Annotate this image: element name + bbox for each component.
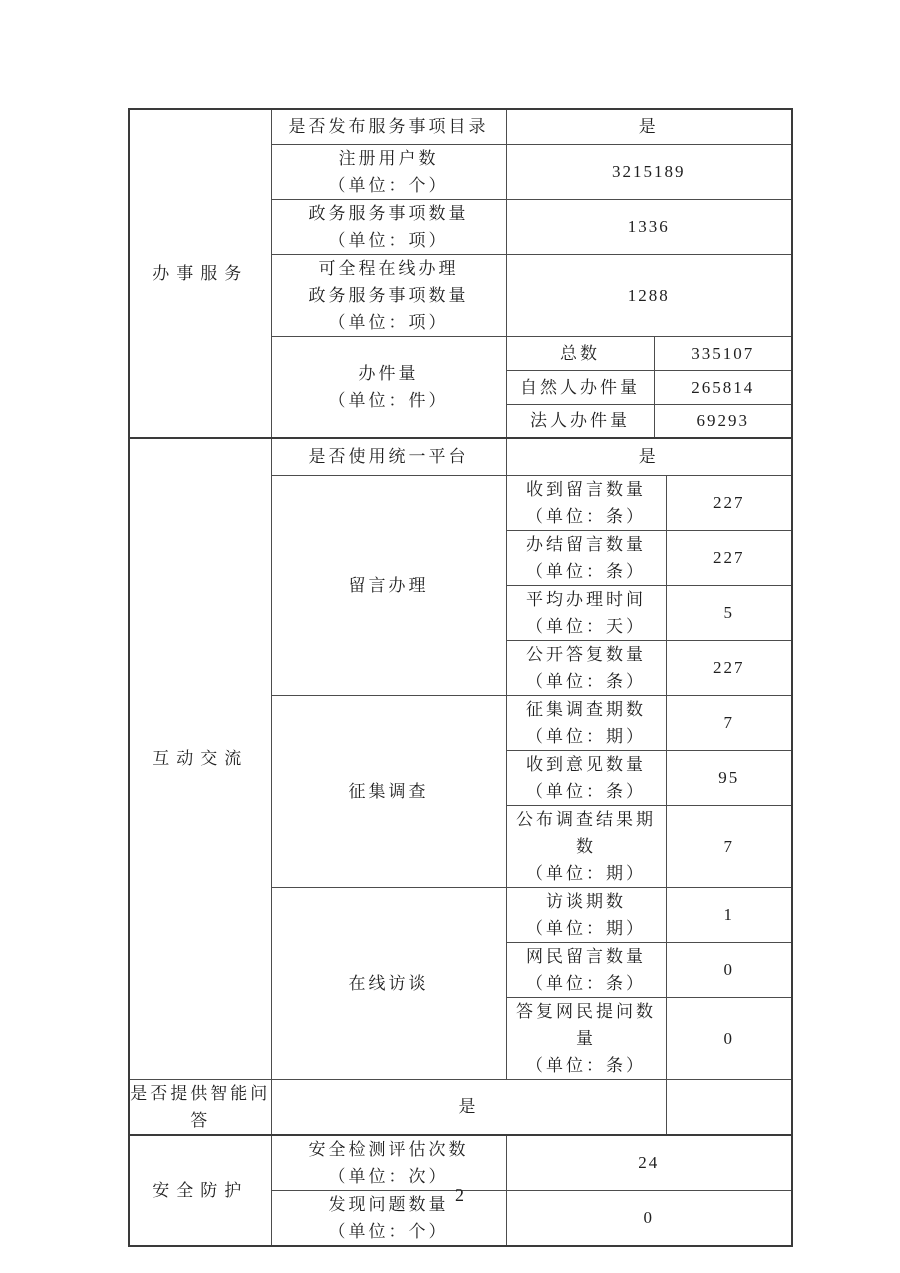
unit-line: （单位：条）	[526, 561, 646, 581]
unit-line: （单位：条）	[526, 781, 646, 801]
value-cell-results-published: 7	[666, 805, 792, 887]
label-line: 发现问题数量	[328, 1194, 449, 1214]
unit-line: （单位：项）	[328, 230, 449, 250]
unit-line: （单位：期）	[526, 863, 646, 883]
unit-line: （单位：天）	[526, 616, 646, 636]
label-cell-security-checks	[271, 1135, 506, 1191]
unit-line: （单位：期）	[526, 726, 646, 746]
unit-line: （单位：期）	[526, 918, 646, 938]
label-line: 公布调查结果期数	[516, 809, 656, 856]
label-line: 访谈期数	[546, 891, 626, 911]
label-line: 收到留言数量	[526, 479, 646, 499]
sublabel-cell-opinions-received	[506, 750, 666, 805]
unit-line: （单位：个）	[328, 175, 449, 195]
label-line: 收到意见数量	[526, 754, 646, 774]
sublabel-cell-results-published	[506, 805, 666, 887]
unit-line: （单位：个）	[328, 1221, 449, 1241]
sublabel-cell-messages-received	[506, 475, 666, 530]
label-line: 办件量	[358, 363, 419, 383]
page-number: 2	[455, 1185, 464, 1205]
sublabel-cell-public-replies	[506, 640, 666, 695]
value-cell-registered-users: 3215189	[506, 144, 792, 199]
label-line: 答复网民提问数量	[516, 1001, 656, 1048]
value-cell-messages-resolved: 227	[666, 530, 792, 585]
value-cell-service-catalog: 是	[506, 109, 792, 144]
label-line: 注册用户数	[338, 148, 439, 168]
value-cell-natural-person: 265814	[654, 370, 792, 404]
value-cell-service-items-count: 1336	[506, 199, 792, 254]
label-line: 政务服务事项数量	[308, 285, 469, 305]
group-cell-message-handling: 留言办理	[271, 475, 506, 695]
label-cell-smart-qa: 是否提供智能问答	[129, 1079, 271, 1135]
sublabel-cell-average-handling-time	[506, 585, 666, 640]
value-cell-survey-periods: 7	[666, 695, 792, 750]
value-cell-opinions-received: 95	[666, 750, 792, 805]
label-cell-service-items-count	[271, 199, 506, 254]
value-cell-problems-found: 0	[506, 1190, 792, 1246]
unit-line: （单位：条）	[526, 506, 646, 526]
label-cell-registered-users	[271, 144, 506, 199]
label-line: 平均办理时间	[526, 589, 646, 609]
unit-line: （单位：条）	[526, 671, 646, 691]
annual-report-table	[128, 108, 793, 1247]
label-line: 网民留言数量	[526, 946, 646, 966]
label-line: 可全程在线办理	[318, 258, 459, 278]
sublabel-cell-messages-resolved	[506, 530, 666, 585]
label-cell-service-catalog: 是否发布服务事项目录	[271, 109, 506, 144]
value-cell-netizen-messages: 0	[666, 942, 792, 997]
unit-line: （单位：条）	[526, 973, 646, 993]
value-cell-legal-person: 69293	[654, 404, 792, 438]
label-line: 安全检测评估次数	[308, 1139, 469, 1159]
sublabel-cell-total: 总数	[506, 336, 654, 370]
category-cell-service: 办事服务	[129, 109, 271, 438]
value-cell-total: 335107	[654, 336, 792, 370]
value-cell-questions-answered: 0	[666, 997, 792, 1079]
value-cell-interview-periods: 1	[666, 887, 792, 942]
value-cell-security-checks: 24	[506, 1135, 792, 1191]
unit-line: （单位：条）	[526, 1055, 646, 1075]
category-cell-security: 安全防护	[129, 1135, 271, 1246]
label-line: 公开答复数量	[526, 644, 646, 664]
unit-line: （单位：次）	[328, 1166, 449, 1186]
sublabel-cell-questions-answered	[506, 997, 666, 1079]
value-cell-smart-qa: 是	[271, 1079, 666, 1135]
label-line: 政务服务事项数量	[308, 203, 469, 223]
sublabel-cell-survey-periods	[506, 695, 666, 750]
category-cell-interaction: 互动交流	[129, 438, 271, 1079]
unit-line: （单位：件）	[328, 390, 449, 410]
sublabel-cell-natural-person: 自然人办件量	[506, 370, 654, 404]
sublabel-cell-netizen-messages	[506, 942, 666, 997]
value-cell-average-handling-time: 5	[666, 585, 792, 640]
value-cell-full-online-items: 1288	[506, 254, 792, 336]
group-cell-case-volume	[271, 336, 506, 438]
value-cell-public-replies: 227	[666, 640, 792, 695]
group-cell-online-interview: 在线访谈	[271, 887, 506, 1079]
sublabel-cell-legal-person: 法人办件量	[506, 404, 654, 438]
label-line: 办结留言数量	[526, 534, 646, 554]
unit-line: （单位：项）	[328, 312, 449, 332]
group-cell-survey-collection: 征集调查	[271, 695, 506, 887]
value-cell-messages-received: 227	[666, 475, 792, 530]
label-cell-full-online-items	[271, 254, 506, 336]
value-cell-unified-platform: 是	[506, 438, 792, 475]
label-cell-unified-platform: 是否使用统一平台	[271, 438, 506, 475]
label-line: 征集调查期数	[526, 699, 646, 719]
sublabel-cell-interview-periods	[506, 887, 666, 942]
